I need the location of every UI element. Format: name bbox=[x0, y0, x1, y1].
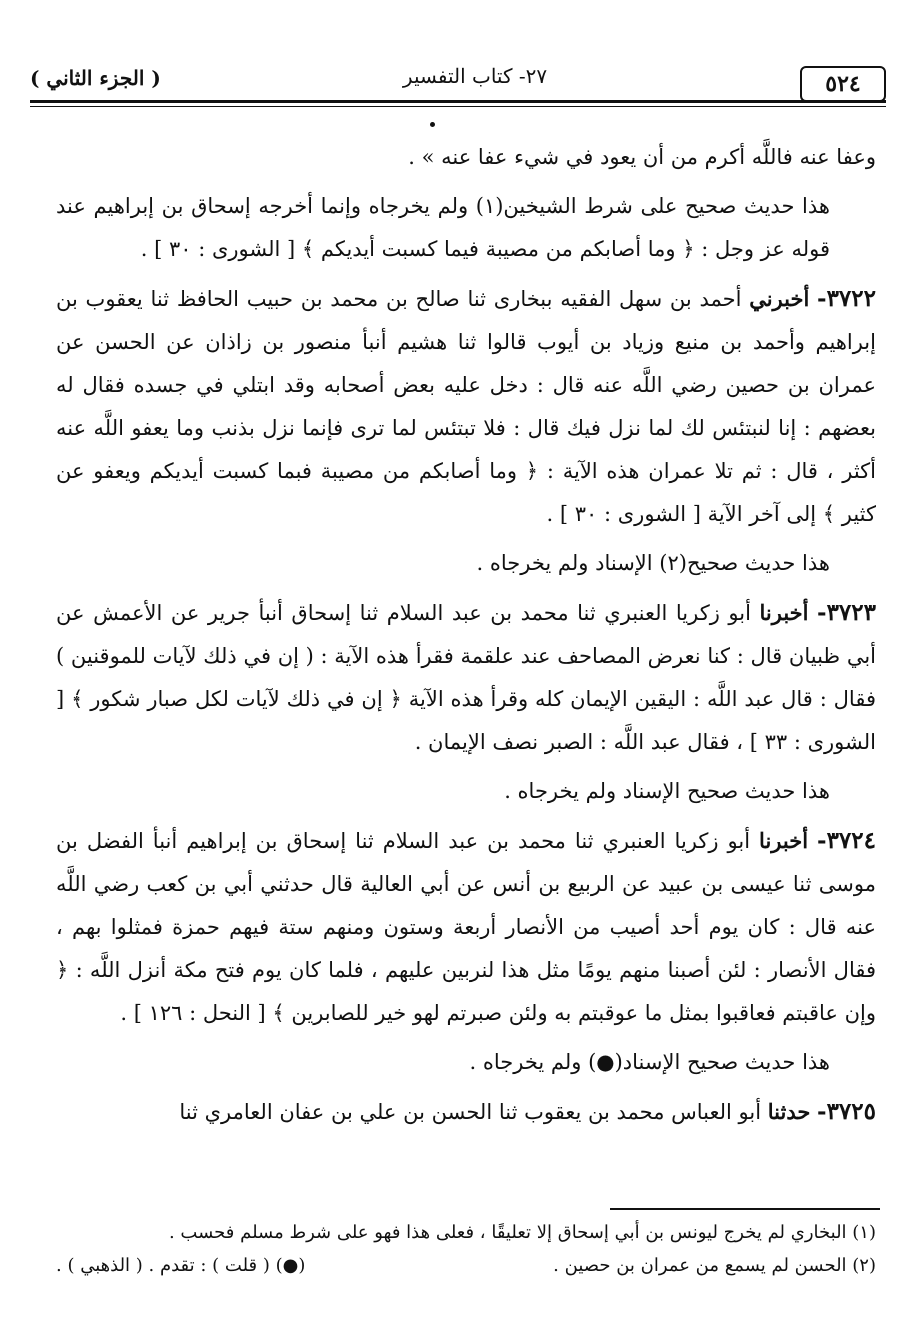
page-header bbox=[30, 56, 886, 102]
hadith-3725 bbox=[56, 1090, 876, 1134]
footnotes bbox=[56, 1216, 876, 1282]
hadith-keyword: أخبرني bbox=[749, 286, 810, 311]
grade-paragraph-1: هذا حديث صحيح على شرط الشيخين(١) ولم يخرجاه وإنما أخرجه إسحاق بن إبراهيم عند قوله عز وجل : ﴿ وما أصابكم من مصيبة فيما كسبت أيديكم ﴾ [ الشورى : ٣٠ ] . bbox=[56, 194, 830, 261]
volume-label: ( الجزء الثاني ) bbox=[30, 66, 161, 90]
footnote-rule bbox=[610, 1208, 880, 1210]
header-rule-thin bbox=[30, 106, 886, 107]
hadith-text: أبو العباس محمد بن يعقوب ثنا الحسن بن علي بن عفان العامري ثنا bbox=[179, 1100, 768, 1124]
hadith-text: أبو زكريا العنبري ثنا محمد بن عبد السلام ثنا إسحاق بن إبراهيم أنبأ الفضل بن موسى ثنا عيسى بن عبيد عن الربيع بن أنس عن أبي العالية قال حدثني أبي بن كعب رضي اللَّه عنه قال : كان يوم أحد أصيب من الأنصار أربعة وستون ومنهم ستة فيهم حمزة فمثلوا بهم ، فقال الأنصار : لئن أصبنا منهم يومًا مثل هذا لنربين عليهم ، فلما كان يوم فتح مكة أنزل اللَّه : ﴿ وإن عاقبتم فعاقبوا بمثل ما عوقبتم به ولئن صبرتم لهو خير للصابرين ﴾ [ النحل : ١٢٦ ] . bbox=[56, 829, 876, 1025]
page-number: ٥٢٤ bbox=[800, 66, 886, 102]
hadith-text: أحمد بن سهل الفقيه ببخارى ثنا صالح بن محمد بن حبيب الحافظ ثنا يعقوب بن إبراهيم وأحمد بن منيع وزياد بن أيوب قالوا ثنا هشيم أنبأ منصور بن زاذان عن الحسن عن عمران بن حصين رضي اللَّه عنه قال : دخل عليه بعض أصحابه وقد ابتلي في جسده فقال له بعضهم : إنا لنبتئس لك لما نزل فيك قال : فلا تبتئس لما ترى فإنما نزل بذنب وما يعفو اللَّه عنه أكثر ، قال : ثم تلا عمران هذه الآية : ﴿ وما أصابكم من مصيبة فبما كسبت أيديكم ويعفو عن كثير ﴾ إلى آخر الآية [ الشورى : ٣٠ ] . bbox=[56, 287, 876, 526]
hadith-keyword: حدثنا bbox=[767, 1099, 811, 1124]
hadith-keyword: أخبرنا bbox=[759, 600, 809, 625]
hadith-3722 bbox=[56, 277, 876, 536]
main-text bbox=[56, 136, 876, 1140]
hadith-number: ٣٧٢٢- bbox=[817, 285, 876, 312]
hadith-3724-grade: هذا حديث صحيح الإسناد(●) ولم يخرجاه . bbox=[469, 1050, 830, 1074]
hadith-number: ٣٧٢٣- bbox=[817, 599, 876, 626]
hadith-3724 bbox=[56, 819, 876, 1035]
header-rule-thick bbox=[30, 100, 886, 103]
footnote-row-2 bbox=[56, 1249, 876, 1282]
hadith-3723 bbox=[56, 591, 876, 764]
footnote-1: (١) البخاري لم يخرج ليونس بن أبي إسحاق إلا تعليقًا ، فعلى هذا فهو على شرط مسلم فحسب . bbox=[168, 1222, 876, 1243]
hadith-3723-grade: هذا حديث صحيح الإسناد ولم يخرجاه . bbox=[504, 779, 830, 803]
continuation-line: وعفا عنه فاللَّه أكرم من أن يعود في شيء عفا عنه » . bbox=[408, 145, 876, 169]
footnote-3: (●) ( قلت ) : تقدم . ( الذهبي ) . bbox=[56, 1255, 306, 1276]
hadith-number: ٣٧٢٤- bbox=[817, 827, 876, 854]
hadith-keyword: أخبرنا bbox=[759, 828, 809, 853]
hadith-text: أبو زكريا العنبري ثنا محمد بن عبد السلام ثنا إسحاق أنبأ جرير عن الأعمش عن أبي ظبيان قال : كنا نعرض المصاحف عند علقمة فقرأ هذه الآية : ( إن في ذلك لآيات للموقنين ) فقال : قال عبد اللَّه : اليقين الإيمان كله وقرأ هذه الآية ﴿ إن في ذلك لآيات لكل صبار شكور ﴾ [ الشورى : ٣٣ ] ، فقال عبد اللَّه : الصبر نصف الإيمان . bbox=[56, 601, 876, 754]
ornament-dot bbox=[430, 122, 435, 127]
hadith-3722-grade: هذا حديث صحيح(٢) الإسناد ولم يخرجاه . bbox=[476, 551, 830, 575]
chapter-title: ٢٧- كتاب التفسير bbox=[402, 64, 548, 88]
footnote-2: (٢) الحسن لم يسمع من عمران بن حصين . bbox=[553, 1255, 876, 1276]
hadith-number: ٣٧٢٥- bbox=[817, 1098, 876, 1125]
